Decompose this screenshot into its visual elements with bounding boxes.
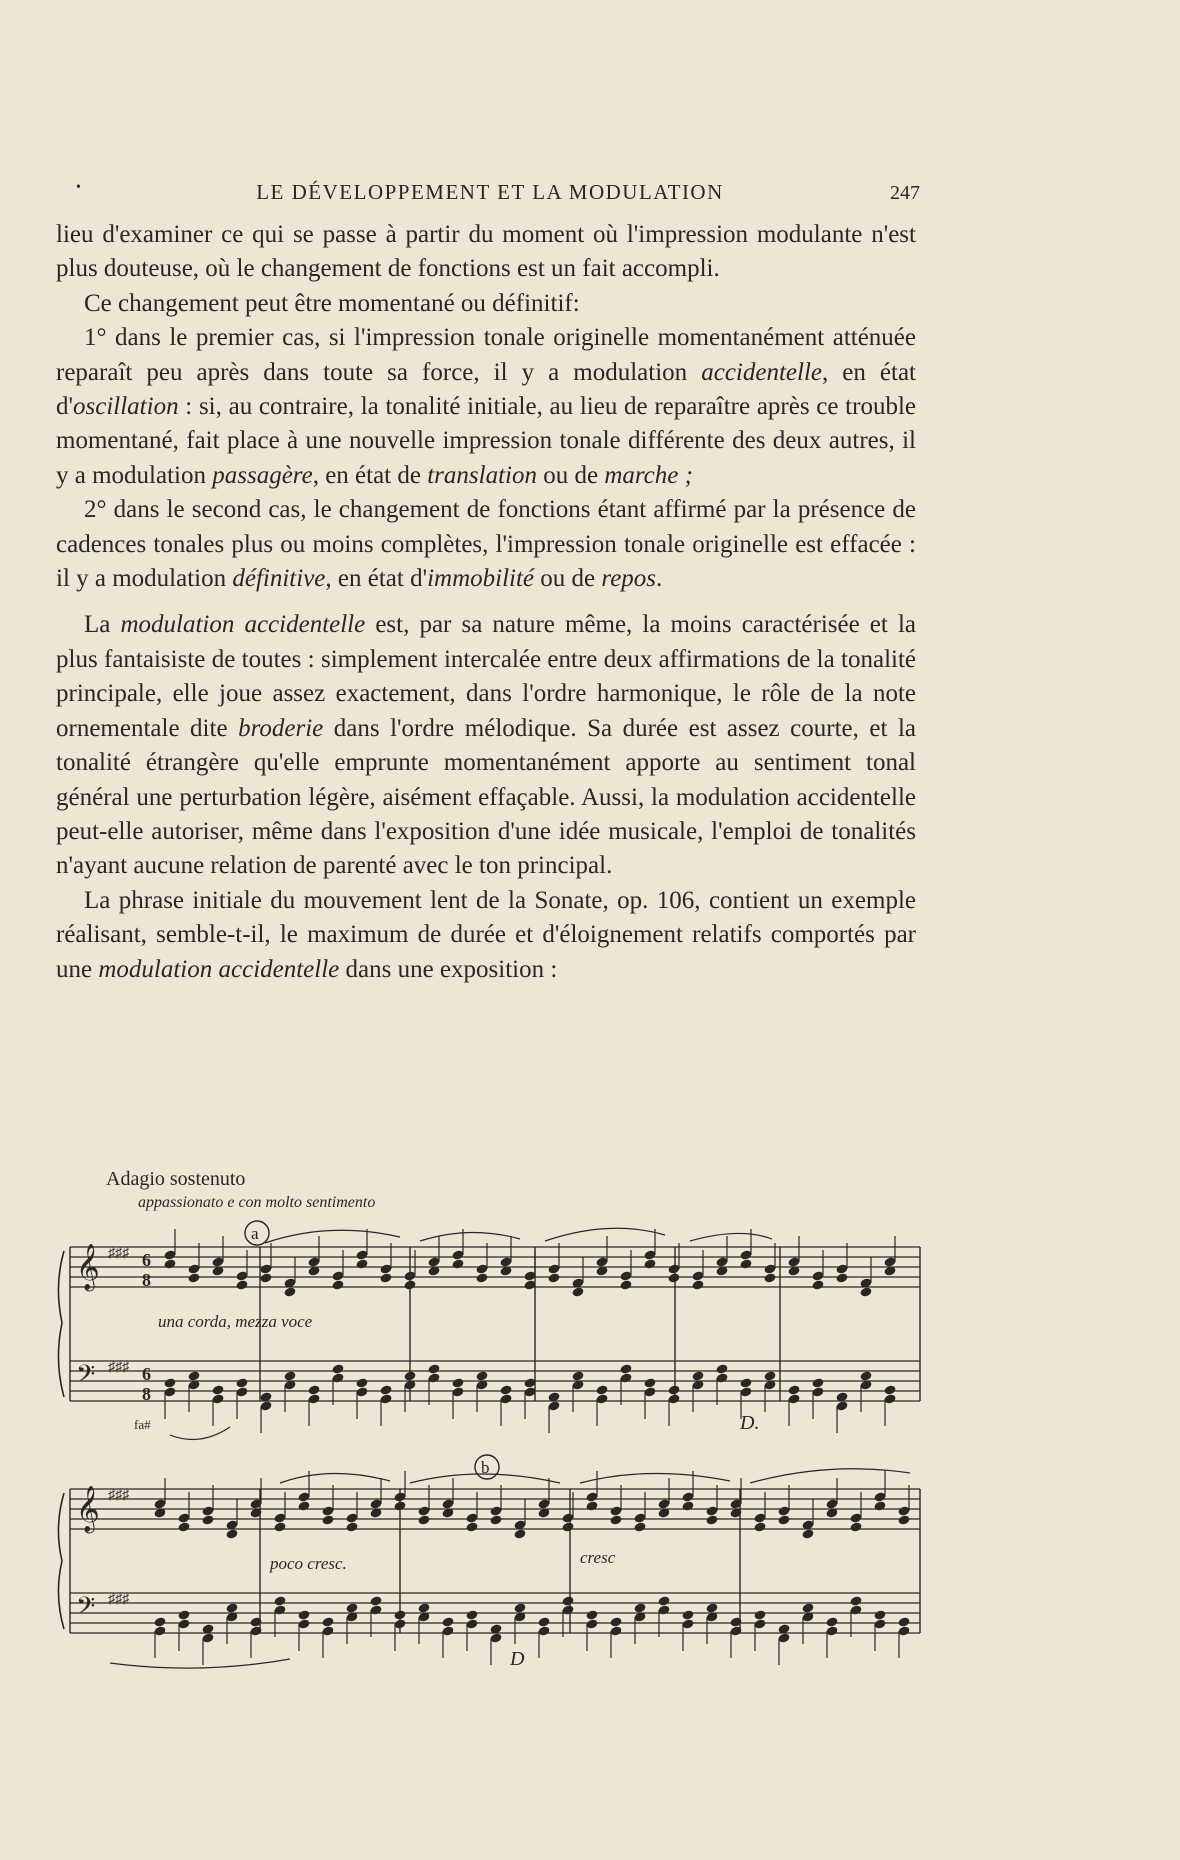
page-number: 247 bbox=[890, 182, 920, 204]
italic-term: passagère bbox=[212, 461, 313, 489]
note-head bbox=[585, 1609, 598, 1620]
treble-clef-icon: 𝄞 bbox=[76, 1486, 100, 1531]
note-head bbox=[811, 1377, 824, 1388]
note-head bbox=[273, 1521, 286, 1532]
italic-term: immobilité bbox=[427, 565, 535, 593]
note-head bbox=[619, 1279, 632, 1290]
note-head bbox=[451, 1258, 464, 1269]
brace bbox=[58, 1251, 64, 1629]
note-head bbox=[883, 1384, 896, 1395]
text-run: , en état d' bbox=[325, 565, 428, 593]
note-head bbox=[873, 1500, 886, 1511]
italic-term: repos bbox=[601, 565, 657, 593]
note-head bbox=[561, 1521, 574, 1532]
note-head bbox=[801, 1602, 814, 1613]
note-head bbox=[417, 1602, 430, 1613]
slurs bbox=[110, 1228, 910, 1668]
note-head bbox=[897, 1616, 910, 1627]
note-head bbox=[379, 1272, 392, 1283]
note-head bbox=[667, 1272, 680, 1283]
note-head bbox=[643, 1377, 656, 1388]
note-head bbox=[633, 1602, 646, 1613]
note-head bbox=[403, 1370, 416, 1381]
note-head bbox=[667, 1384, 680, 1395]
note-head bbox=[475, 1272, 488, 1283]
key-signature-icon: ♯♯♯ bbox=[108, 1592, 129, 1607]
text-run: 1° dans le premier cas, si l'impression tonale originelle momentanément atténuée reparaît peu après dans toute sa force, il y a modulation bbox=[56, 324, 916, 386]
text-run: . bbox=[656, 565, 663, 593]
score-svg bbox=[50, 1165, 930, 1695]
time-signature-top: 6 bbox=[142, 1250, 151, 1270]
note-head bbox=[691, 1279, 704, 1290]
note-head bbox=[331, 1363, 344, 1374]
note-head bbox=[777, 1514, 790, 1525]
italic-term: broderie bbox=[238, 714, 324, 742]
header-ornament: • bbox=[76, 180, 81, 195]
note-head bbox=[753, 1609, 766, 1620]
italic-term: modulation accidentelle bbox=[98, 955, 340, 983]
paragraph-5 bbox=[56, 608, 916, 883]
note-head bbox=[585, 1500, 598, 1511]
note-head bbox=[547, 1272, 560, 1283]
note-head bbox=[835, 1272, 848, 1283]
body-text bbox=[56, 218, 916, 987]
note-head bbox=[355, 1258, 368, 1269]
note-head bbox=[427, 1363, 440, 1374]
italic-term: marche ; bbox=[604, 461, 693, 489]
text-run: dans une exposition : bbox=[339, 955, 558, 983]
italic-term: oscillation bbox=[73, 393, 179, 421]
note-head bbox=[475, 1370, 488, 1381]
note-head bbox=[811, 1279, 824, 1290]
note-head bbox=[691, 1370, 704, 1381]
note-head bbox=[177, 1609, 190, 1620]
marker-a: a bbox=[251, 1224, 259, 1243]
note-head bbox=[897, 1514, 910, 1525]
text-run: , en état de bbox=[312, 461, 428, 489]
note-head bbox=[451, 1377, 464, 1388]
note-head bbox=[187, 1272, 200, 1283]
paragraph-2: Ce changement peut être momentané ou définitif: bbox=[84, 289, 580, 317]
dynamic-poco-cresc: poco cresc. bbox=[270, 1554, 347, 1573]
note-head bbox=[283, 1286, 296, 1297]
note-head bbox=[441, 1616, 454, 1627]
text-run: est, par sa nature même, la moins caractérisée et la plus fantaisiste de toutes : simplement intercalée entre deux affirmations de la tonalité principale, elle joue assez exactement, dans l'ordre harmonique, le rôle de la note ornementale dite bbox=[56, 611, 916, 742]
note-head bbox=[849, 1521, 862, 1532]
italic-term: accidentelle bbox=[701, 358, 822, 386]
text-run: ou de bbox=[536, 461, 605, 489]
note-head bbox=[393, 1500, 406, 1511]
note-head bbox=[715, 1363, 728, 1374]
note-head bbox=[297, 1609, 310, 1620]
note-head bbox=[235, 1279, 248, 1290]
note-head bbox=[163, 1258, 176, 1269]
note-head bbox=[633, 1521, 646, 1532]
note-head bbox=[571, 1286, 584, 1297]
bass-clef-icon: 𝄢 bbox=[76, 1361, 96, 1394]
staff-lines bbox=[70, 1247, 920, 1633]
note-head bbox=[825, 1616, 838, 1627]
note-head bbox=[643, 1258, 656, 1269]
treble-clef-icon: 𝄞 bbox=[76, 1244, 100, 1289]
note-head bbox=[355, 1377, 368, 1388]
note-head bbox=[273, 1595, 286, 1606]
note-head bbox=[283, 1370, 296, 1381]
note-head bbox=[537, 1616, 550, 1627]
italic-term: modulation accidentelle bbox=[120, 611, 366, 639]
note-head bbox=[345, 1521, 358, 1532]
italic-term: définitive bbox=[232, 565, 326, 593]
note-head bbox=[465, 1521, 478, 1532]
note-head bbox=[211, 1384, 224, 1395]
note-head bbox=[465, 1609, 478, 1620]
note-head bbox=[657, 1595, 670, 1606]
note-head bbox=[859, 1370, 872, 1381]
note-head bbox=[321, 1514, 334, 1525]
note-head bbox=[859, 1286, 872, 1297]
note-head bbox=[163, 1377, 176, 1388]
note-head bbox=[873, 1609, 886, 1620]
note-head bbox=[379, 1384, 392, 1395]
note-head bbox=[177, 1521, 190, 1532]
italic-term: translation bbox=[427, 461, 537, 489]
note-head bbox=[513, 1602, 526, 1613]
note-head bbox=[849, 1595, 862, 1606]
note-head bbox=[345, 1602, 358, 1613]
note-head bbox=[513, 1528, 526, 1539]
paragraph-3 bbox=[56, 321, 916, 493]
note-head bbox=[787, 1384, 800, 1395]
notes-layer bbox=[153, 1229, 910, 1665]
key-signature-icon: ♯♯♯ bbox=[108, 1488, 129, 1503]
pedal-marking: D bbox=[510, 1648, 525, 1670]
text-run: 2° dans le second cas, le changement de fonctions étant affirmé par la présence de cadences tonales plus ou moins complètes, l'impression tonale originelle est effacée : il y a modulation bbox=[56, 496, 916, 593]
page-header bbox=[60, 176, 920, 206]
note-head bbox=[297, 1500, 310, 1511]
time-signature-bottom: 8 bbox=[142, 1384, 151, 1404]
note-head bbox=[307, 1384, 320, 1395]
paragraph-6 bbox=[56, 884, 916, 987]
music-example bbox=[50, 1165, 930, 1695]
note-head bbox=[417, 1514, 430, 1525]
pedal-marking: D. bbox=[740, 1412, 760, 1434]
note-head bbox=[681, 1609, 694, 1620]
expression-marking: appassionato e con molto sentimento bbox=[138, 1194, 376, 1211]
note-head bbox=[739, 1377, 752, 1388]
note-head bbox=[489, 1514, 502, 1525]
note-head bbox=[753, 1521, 766, 1532]
note-head bbox=[681, 1500, 694, 1511]
text-run: ou de bbox=[534, 565, 602, 593]
note-head bbox=[619, 1363, 632, 1374]
time-signature-top: 6 bbox=[142, 1364, 151, 1384]
tempo-marking: Adagio sostenuto bbox=[106, 1168, 246, 1190]
time-signature-bottom: 8 bbox=[142, 1270, 151, 1290]
note-head bbox=[763, 1370, 776, 1381]
note-head bbox=[609, 1616, 622, 1627]
dynamic-cresc: cresc bbox=[580, 1548, 616, 1567]
note-head bbox=[225, 1528, 238, 1539]
key-signature-icon: ♯♯♯ bbox=[108, 1360, 129, 1375]
text-run: : si, au contraire, la tonalité initiale, au lieu de reparaître après ce trouble momentané, fait place à une nouvelle impression tonale différente des deux autres, il y a modulation bbox=[56, 393, 916, 489]
note-head bbox=[331, 1279, 344, 1290]
text-run: La phrase initiale du mouvement lent de la Sonate, op. 106, contient un exemple réalisant, semble-t-il, le maximum de durée et d'éloignement relatifs comportés par une bbox=[56, 886, 916, 983]
note-head bbox=[225, 1602, 238, 1613]
bass-note-label: fa# bbox=[134, 1417, 151, 1432]
paragraph-4 bbox=[56, 493, 916, 596]
text-run: , en état d' bbox=[56, 358, 916, 421]
text-run: La bbox=[84, 611, 121, 639]
note-head bbox=[801, 1528, 814, 1539]
paragraph-1: lieu d'examiner ce qui se passe à partir du moment où l'impression modulante n'est plus douteuse, où le changement de fonctions est un fait accompli. bbox=[56, 221, 916, 283]
note-head bbox=[571, 1370, 584, 1381]
note-head bbox=[403, 1279, 416, 1290]
key-signature-icon: ♯♯♯ bbox=[108, 1246, 129, 1261]
note-head bbox=[499, 1384, 512, 1395]
note-head bbox=[561, 1595, 574, 1606]
note-head bbox=[393, 1609, 406, 1620]
note-head bbox=[201, 1514, 214, 1525]
note-head bbox=[595, 1384, 608, 1395]
text-run: dans l'ordre mélodique. Sa durée est assez courte, et la tonalité étrangère qu'elle emprunte momentanément apporte au sentiment tonal général une perturbation légère, aisément effaçable. Aussi, la modulation accidentelle peut-elle autoriser, même dans l'exposition d'une idée musicale, l'emploi de tonalités n'ayant aucune relation de parenté avec le ton principal. bbox=[56, 714, 916, 880]
note-head bbox=[321, 1616, 334, 1627]
note-head bbox=[235, 1377, 248, 1388]
note-head bbox=[609, 1514, 622, 1525]
marker-b: b bbox=[481, 1458, 490, 1477]
note-head bbox=[369, 1595, 382, 1606]
note-head bbox=[259, 1272, 272, 1283]
note-head bbox=[153, 1616, 166, 1627]
bass-clef-icon: 𝄢 bbox=[76, 1593, 96, 1626]
note-head bbox=[763, 1272, 776, 1283]
running-title: LE DÉVELOPPEMENT ET LA MODULATION bbox=[256, 180, 724, 204]
dynamic-una-corda: una corda, mezza voce bbox=[158, 1312, 313, 1331]
note-head bbox=[705, 1602, 718, 1613]
note-head bbox=[739, 1258, 752, 1269]
note-head bbox=[187, 1370, 200, 1381]
note-head bbox=[705, 1514, 718, 1525]
barlines bbox=[70, 1247, 920, 1633]
